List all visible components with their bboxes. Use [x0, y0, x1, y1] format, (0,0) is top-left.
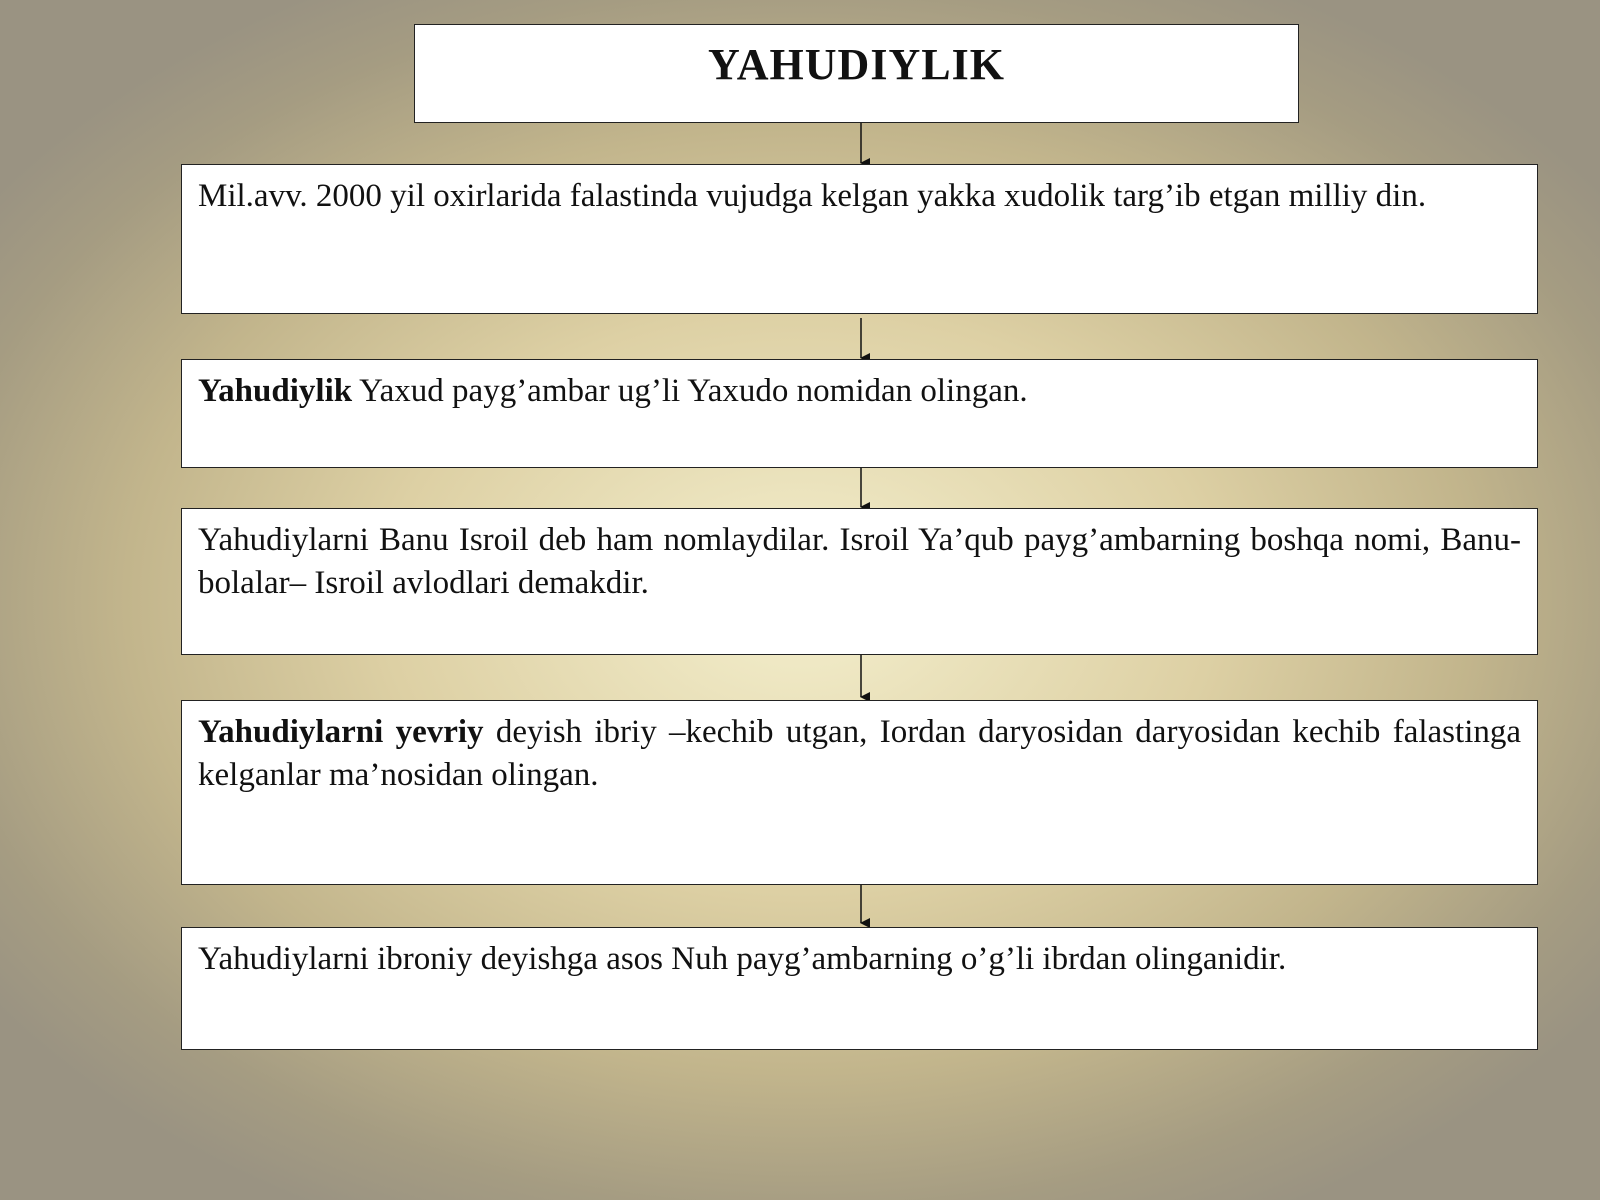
definition-box: [181, 164, 1538, 314]
banu-isroil-text: Yahudiylarni Banu Isroil deb ham nomlaydilar. Isroil Ya’qub payg’ambarning boshqa nomi, Banu-bolalar– Isroil avlodlari demakdir.: [198, 522, 1521, 601]
name-origin-box: [181, 359, 1538, 468]
ibroniy-text: Yahudiylarni ibroniy deyishga asos Nuh payg’ambarning o’g’li ibrdan olinganidir.: [198, 941, 1287, 977]
name-origin-text: Yaxud payg’ambar ug’li Yaxudo nomidan olingan.: [352, 373, 1028, 409]
ibroniy-box: [181, 927, 1538, 1050]
yevriy-text: deyish ibriy –kechib utgan, Iordan daryosidan daryosidan kechib falastinga kelganlar ma’nosidan olingan.: [198, 714, 1522, 793]
name-origin-term: Yahudiylik: [198, 373, 353, 409]
page-title: YAHUDIYLIK: [708, 40, 1005, 89]
definition-text: Mil.avv. 2000 yil oxirlarida falastinda vujudga kelgan yakka xudolik targ’ib etgan milliy din.: [198, 178, 1427, 214]
title-box: [414, 24, 1299, 123]
yevriy-box: [181, 700, 1538, 885]
banu-isroil-box: [181, 508, 1538, 655]
yevriy-term: Yahudiylarni yevriy: [198, 714, 484, 750]
